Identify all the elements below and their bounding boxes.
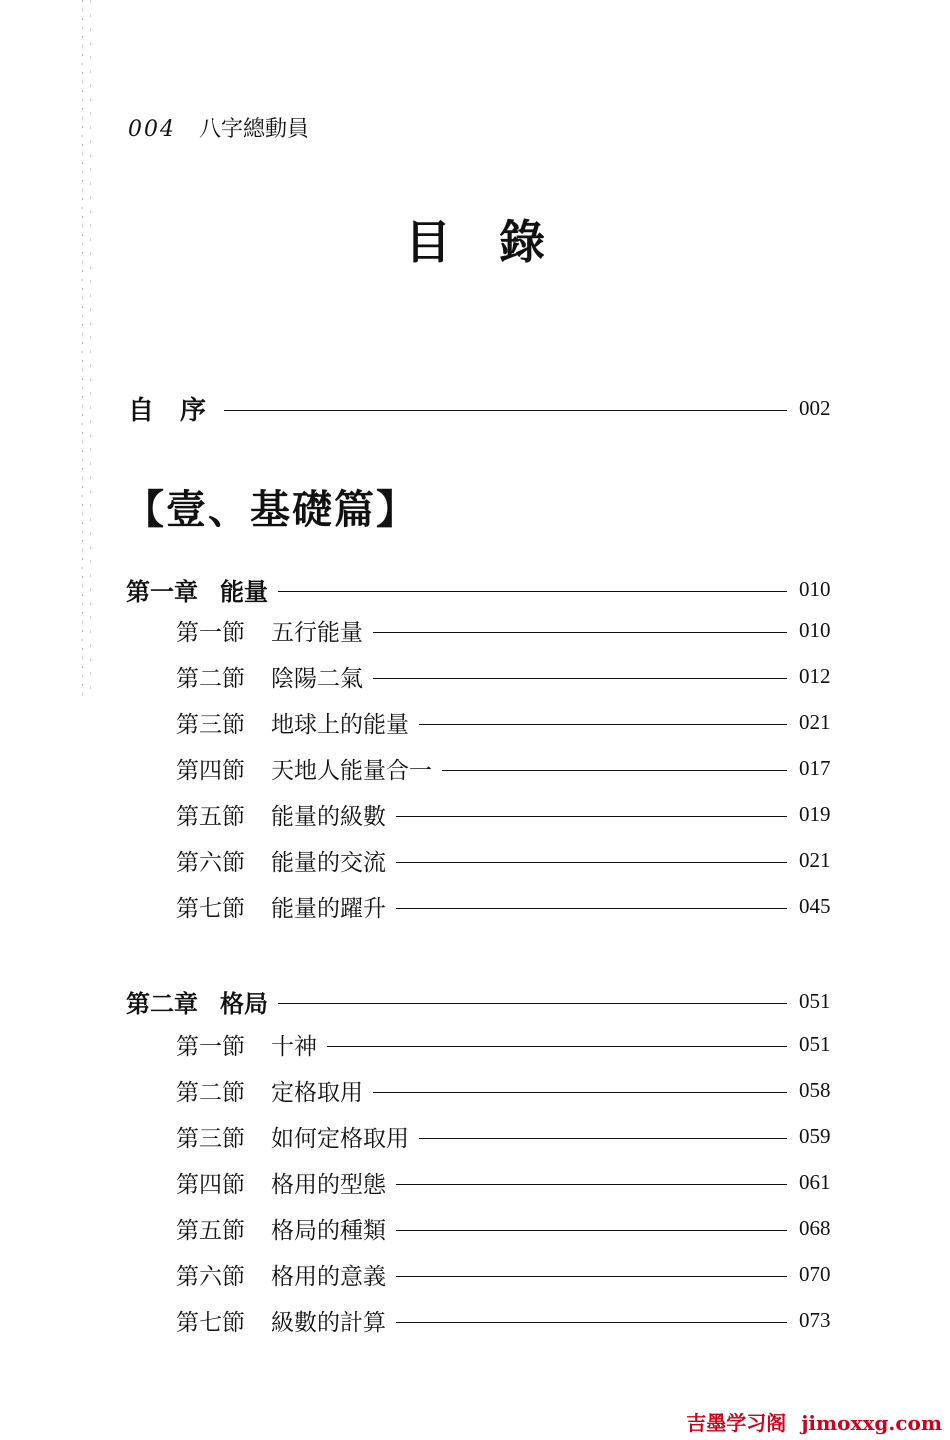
- watermark-url: jimoxxg.com: [801, 1411, 942, 1435]
- leader-line: [373, 632, 787, 633]
- watermark: [686, 1407, 942, 1436]
- section-number: 第七節: [176, 1310, 245, 1336]
- watermark-brand: 吉墨学习阁: [686, 1411, 787, 1435]
- section-label: [176, 1120, 409, 1153]
- section-title: 能量的交流: [271, 850, 386, 876]
- section-label: [176, 752, 432, 785]
- section-number: 第四節: [176, 1172, 245, 1198]
- section-number: 第二節: [176, 666, 245, 692]
- toc-entry-section[interactable]: [176, 614, 833, 647]
- leader-line: [396, 816, 787, 817]
- part-heading: 【壹、基礎篇】: [124, 487, 418, 533]
- toc-entry-section[interactable]: [176, 660, 833, 693]
- section-number: 第六節: [176, 1264, 245, 1290]
- section-label: [176, 614, 363, 647]
- section-label: [176, 706, 409, 739]
- section-label: [176, 890, 386, 923]
- toc-entry-section[interactable]: [176, 890, 833, 923]
- section-page: 021: [799, 710, 831, 734]
- toc-entry-section[interactable]: [176, 706, 833, 739]
- section-title: 陰陽二氣: [271, 666, 363, 692]
- section-label: [176, 1258, 386, 1291]
- scan-edge-marks: [80, 0, 100, 700]
- chapter-page: 051: [799, 989, 831, 1013]
- toc-title: 目錄: [405, 215, 593, 269]
- toc-entry-section[interactable]: [176, 752, 833, 785]
- section-page: 070: [799, 1262, 831, 1286]
- section-page: 051: [799, 1032, 831, 1056]
- leader-line: [373, 678, 787, 679]
- chapter-page: 010: [799, 577, 831, 601]
- leader-line: [396, 1322, 787, 1323]
- chapter-title: 能量: [220, 577, 268, 606]
- section-title: 格局的種類: [271, 1218, 386, 1244]
- header-page-number: 004: [128, 117, 176, 142]
- section-label: [176, 1304, 386, 1337]
- section-number: 第五節: [176, 1218, 245, 1244]
- section-title: 十神: [271, 1034, 317, 1060]
- running-header: [128, 112, 309, 143]
- toc-entry-section[interactable]: [176, 1212, 833, 1245]
- leader-line: [396, 1184, 787, 1185]
- section-page: 073: [799, 1308, 831, 1332]
- section-title: 定格取用: [271, 1080, 363, 1106]
- section-title: 五行能量: [271, 620, 363, 646]
- toc-entry-section[interactable]: [176, 1304, 833, 1337]
- section-page: 045: [799, 894, 831, 918]
- header-book-title: 八字總動員: [199, 117, 310, 142]
- section-number: 第三節: [176, 1126, 245, 1152]
- section-number: 第三節: [176, 712, 245, 738]
- section-page: 061: [799, 1170, 831, 1194]
- section-number: 第四節: [176, 758, 245, 784]
- chapter-title: 格局: [220, 989, 268, 1018]
- leader-line: [396, 1276, 787, 1277]
- toc-entry-section[interactable]: [176, 1166, 833, 1199]
- chapter-label: [126, 572, 268, 607]
- preface-label: 自序: [128, 396, 233, 426]
- section-label: [176, 1074, 363, 1107]
- section-label: [176, 798, 386, 831]
- leader-line: [278, 1003, 787, 1004]
- section-label: [176, 1028, 317, 1061]
- toc-entry-chapter[interactable]: [126, 572, 833, 607]
- section-label: [176, 1166, 386, 1199]
- leader-line: [419, 724, 787, 725]
- leader-line: [396, 1230, 787, 1231]
- section-label: [176, 844, 386, 877]
- section-title: 如何定格取用: [271, 1126, 409, 1152]
- chapter-number: 第一章: [126, 577, 198, 606]
- section-number: 第一節: [176, 1034, 245, 1060]
- section-number: 第二節: [176, 1080, 245, 1106]
- leader-line: [278, 591, 787, 592]
- section-title: 能量的躍升: [271, 896, 386, 922]
- section-page: 058: [799, 1078, 831, 1102]
- toc-entry-chapter[interactable]: [126, 984, 833, 1019]
- section-label: [176, 660, 363, 693]
- section-page: 019: [799, 802, 831, 826]
- section-page: 012: [799, 664, 831, 688]
- toc-entry-section[interactable]: [176, 1074, 833, 1107]
- section-page: 010: [799, 618, 831, 642]
- section-title: 能量的級數: [271, 804, 386, 830]
- section-page: 021: [799, 848, 831, 872]
- section-title: 地球上的能量: [271, 712, 409, 738]
- leader-line: [442, 770, 787, 771]
- toc-entry-section[interactable]: [176, 1258, 833, 1291]
- section-title: 格用的型態: [271, 1172, 386, 1198]
- section-title: 天地人能量合一: [271, 758, 432, 784]
- section-title: 級數的計算: [271, 1310, 386, 1336]
- toc-entry-preface[interactable]: [128, 390, 833, 427]
- section-label: [176, 1212, 386, 1245]
- section-number: 第六節: [176, 850, 245, 876]
- chapter-number: 第二章: [126, 989, 198, 1018]
- leader-line: [419, 1138, 787, 1139]
- toc-entry-section[interactable]: [176, 798, 833, 831]
- section-page: 068: [799, 1216, 831, 1240]
- leader-line: [396, 862, 787, 863]
- toc-entry-section[interactable]: [176, 1120, 833, 1153]
- toc-entry-section[interactable]: [176, 844, 833, 877]
- chapter-label: [126, 984, 268, 1019]
- toc-entry-section[interactable]: [176, 1028, 833, 1061]
- section-number: 第七節: [176, 896, 245, 922]
- section-number: 第五節: [176, 804, 245, 830]
- section-title: 格用的意義: [271, 1264, 386, 1290]
- leader-line: [224, 410, 787, 411]
- leader-line: [396, 908, 787, 909]
- section-page: 059: [799, 1124, 831, 1148]
- preface-page: 002: [799, 396, 831, 420]
- section-number: 第一節: [176, 620, 245, 646]
- section-page: 017: [799, 756, 831, 780]
- leader-line: [327, 1046, 787, 1047]
- leader-line: [373, 1092, 787, 1093]
